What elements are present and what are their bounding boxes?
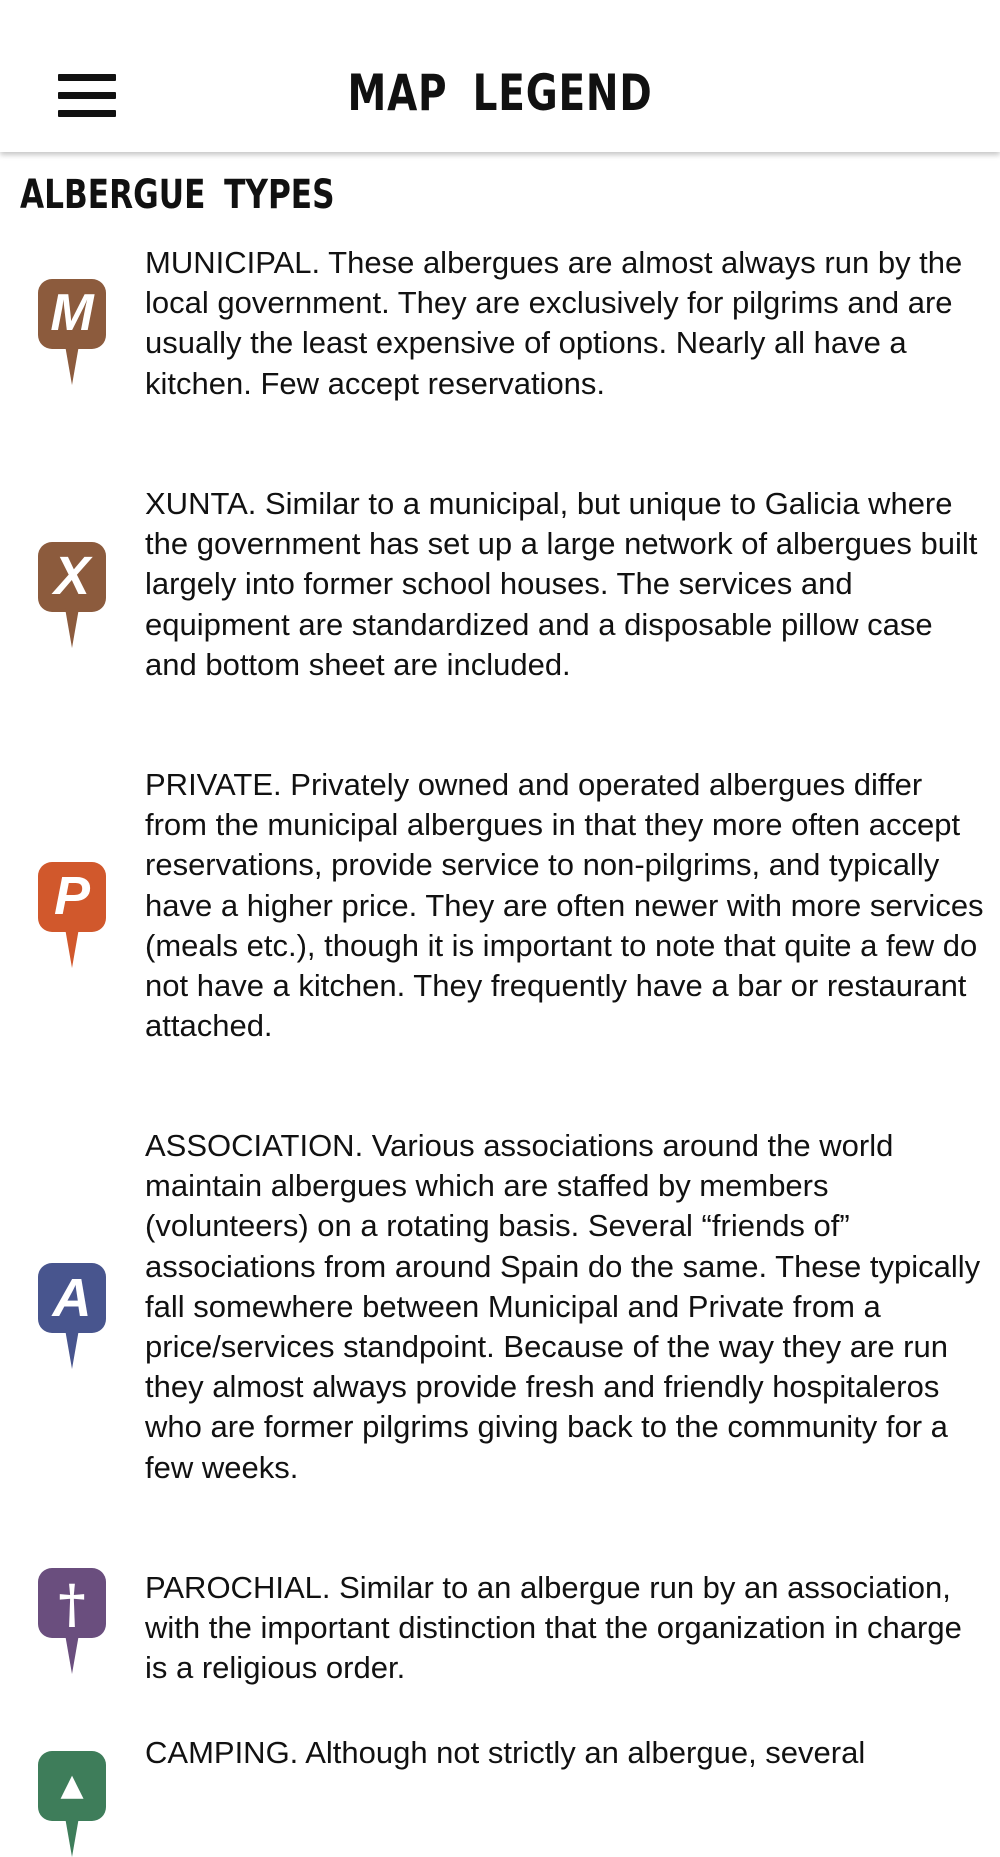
pin-letter: M — [50, 284, 94, 342]
page-title: MAP LEGEND — [347, 64, 653, 122]
legend-description: ASSOCIATION. Various associations around the world maintain albergues which are staffed by members (volunteers) on a rotating basis. Several “friends of” associations from around Spain do the same. These typically fall somewhere between Municipal and Private from a price/services standpoint. Because of the way they are run they almost always provide fresh and friendly hospitaleros who are former pilgrims giving back to the community for a few weeks. — [145, 1128, 981, 1485]
hamburger-menu-icon[interactable] — [58, 74, 116, 118]
pin-letter: X — [53, 546, 91, 606]
municipal-pin-icon — [38, 279, 106, 385]
pin-letter: ▲ — [60, 1768, 84, 1803]
menu-bar — [58, 110, 116, 117]
pin-letter: P — [53, 866, 91, 926]
xunta-pin-icon — [38, 542, 106, 648]
app-header — [0, 0, 1000, 152]
legend-description: PRIVATE. Privately owned and operated albergues differ from the municipal albergues in that they more often accept reservations, provide service to non-pilgrims, and typically have a higher price. They are often newer with more services (meals etc.), though it is important to note that quite a few do not have a kitchen. They frequently have a bar or restaurant attached. — [145, 767, 984, 1044]
legend-description: MUNICIPAL. These albergues are almost always run by the local government. They are exclusively for pilgrims and are usually the least expensive of options. Nearly all have a kitchen. Few accept reservations. — [145, 245, 963, 401]
legend-description: CAMPING. Although not strictly an albergue, several — [145, 1735, 866, 1770]
parochial-cross-pin-icon — [38, 1568, 106, 1674]
camping-tent-pin-icon — [38, 1751, 106, 1857]
pin-letter: A — [52, 1268, 92, 1328]
legend-description: PAROCHIAL. Similar to an albergue run by an association, with the important distinction that the organization in charge is a religious order. — [145, 1570, 962, 1686]
menu-bar — [58, 74, 116, 81]
association-pin-icon — [38, 1263, 106, 1369]
section-title: ALBERGUE TYPES — [20, 172, 335, 218]
legend-description: XUNTA. Similar to a municipal, but unique to Galicia where the government has set up a large network of albergues built largely into former school houses. The services and equipment are standardized and a disposable pillow case and bottom sheet are included. — [145, 486, 978, 682]
private-pin-icon — [38, 862, 106, 968]
menu-bar — [58, 92, 116, 99]
pin-letter: † — [58, 1574, 86, 1635]
